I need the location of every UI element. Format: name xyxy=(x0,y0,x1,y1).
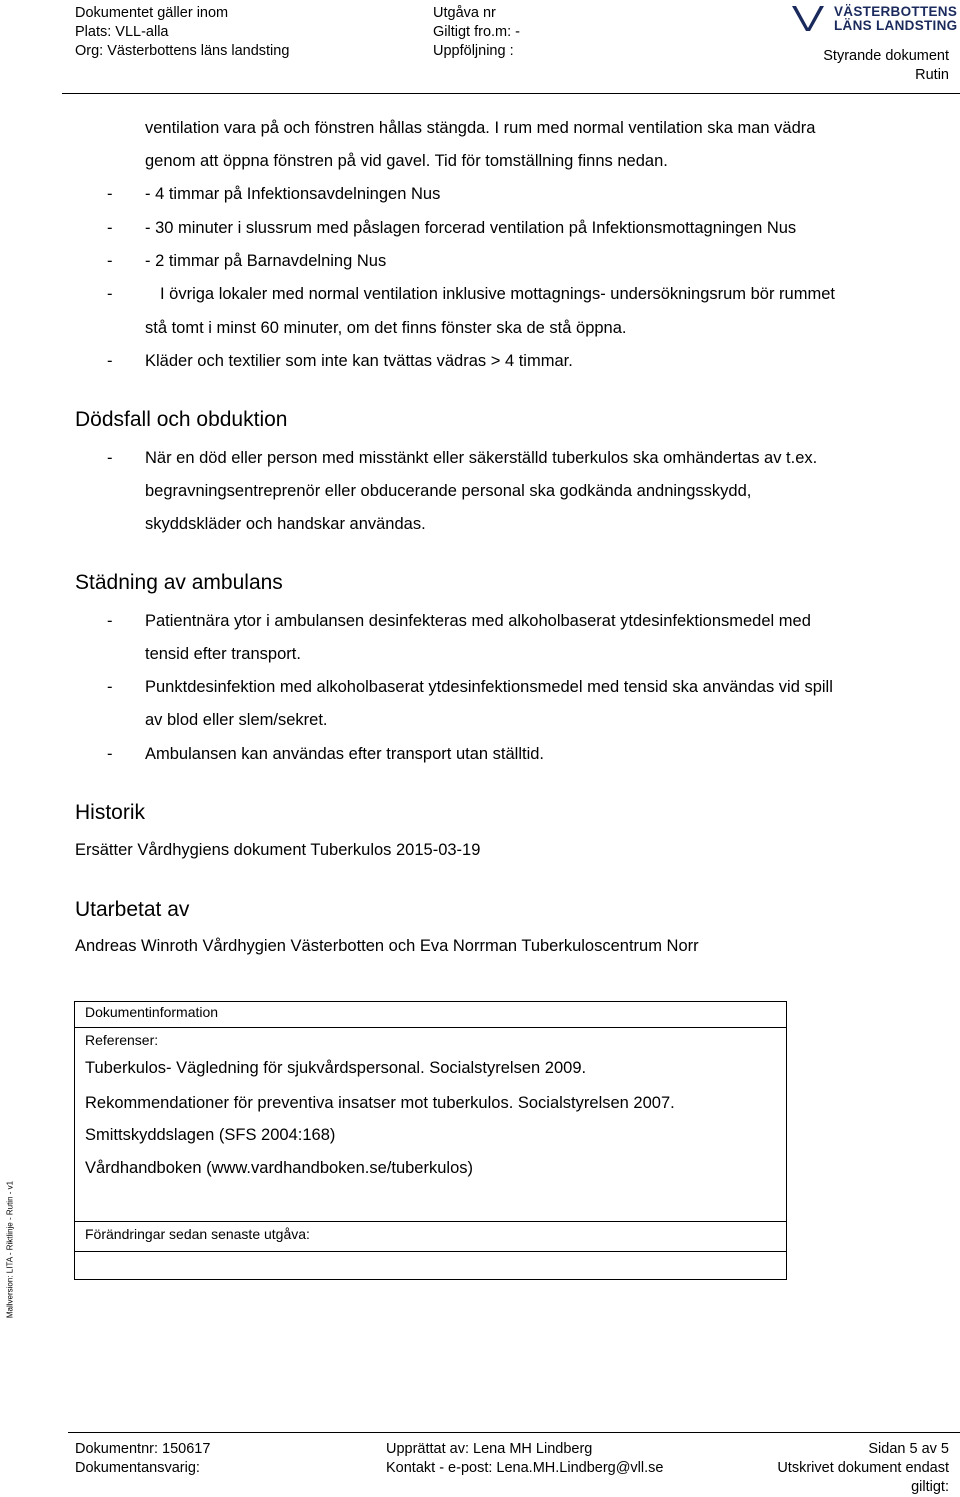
footer-responsible: Dokumentansvarig: xyxy=(75,1460,200,1476)
intro-line2: genom att öppna fönstren på vid gavel. Tid för tomställning finns nedan. xyxy=(145,152,668,170)
changes-label: Förändringar sedan senaste utgåva: xyxy=(85,1226,310,1242)
intro-line1: ventilation vara på och fönstren hållas stängda. I rum med normal ventilation ska man vädra xyxy=(145,119,816,137)
reference-item: Smittskyddslagen (SFS 2004:168) xyxy=(85,1126,336,1144)
history-text: Ersätter Vårdhygiens dokument Tuberkulos 2015-03-19 xyxy=(75,841,481,859)
list-dash: - xyxy=(107,285,113,303)
reference-item: Vårdhandboken (www.vardhandboken.se/tuberkulos) xyxy=(85,1159,473,1177)
list-item-continuation: begravningsentreprenör eller obducerande personal ska godkända andningsskydd, xyxy=(145,482,752,500)
section-heading-authors: Utarbetat av xyxy=(75,898,190,921)
docinfo-divider xyxy=(74,1221,786,1222)
list-dash: - xyxy=(107,449,113,467)
reference-item: Tuberkulos- Vägledning för sjukvårdspersonal. Socialstyrelsen 2009. xyxy=(85,1059,587,1077)
docinfo-divider xyxy=(74,1251,786,1252)
header-scope xyxy=(75,4,289,61)
logo-line1: VÄSTERBOTTENS xyxy=(834,4,958,19)
references-label: Referenser: xyxy=(85,1032,159,1048)
list-dash: - xyxy=(107,219,113,237)
doc-subtype: Rutin xyxy=(915,67,949,83)
header-scope-label: Dokumentet gäller inom xyxy=(75,5,229,21)
list-dash: - xyxy=(107,252,113,270)
header-edition-nr: Utgåva nr xyxy=(433,5,496,21)
list-item: I övriga lokaler med normal ventilation inklusive mottagnings- undersökningsrum bör rummet xyxy=(160,285,835,303)
footer-divider xyxy=(68,1432,960,1433)
section-heading-cleaning: Städning av ambulans xyxy=(75,571,283,594)
footer-doc-nr: Dokumentnr: 150617 xyxy=(75,1441,211,1457)
footer-printed: Utskrivet dokument endast xyxy=(777,1460,949,1476)
docinfo-title: Dokumentinformation xyxy=(85,1004,219,1020)
authors-text: Andreas Winroth Vårdhygien Västerbotten och Eva Norrman Tuberkuloscentrum Norr xyxy=(75,937,699,955)
list-item: Ambulansen kan användas efter transport utan ställtid. xyxy=(145,745,544,763)
list-item: - 2 timmar på Barnavdelning Nus xyxy=(145,252,387,270)
footer-middle xyxy=(386,1440,663,1478)
footer-page: Sidan 5 av 5 xyxy=(868,1441,949,1457)
footer-left xyxy=(75,1440,210,1478)
header-doctype xyxy=(823,47,949,85)
reference-item: Rekommendationer för preventiva insatser mot tuberkulos. Socialstyrelsen 2007. xyxy=(85,1094,675,1112)
list-item: När en död eller person med misstänkt eller säkerställd tuberkulos ska omhändertas av t.ex. xyxy=(145,449,818,467)
list-dash: - xyxy=(107,185,113,203)
footer-right xyxy=(777,1440,949,1497)
footer-contact: Kontakt - e-post: Lena.MH.Lindberg@vll.se xyxy=(386,1460,664,1476)
list-item-continuation: stå tomt i minst 60 minuter, om det finns fönster ska de stå öppna. xyxy=(145,319,627,337)
template-version: Mallversion: LITA - Riktlinje - Rutin - v1 xyxy=(5,1180,15,1319)
vll-logo xyxy=(792,4,958,34)
header-followup: Uppföljning : xyxy=(433,43,514,59)
list-dash: - xyxy=(107,352,113,370)
list-item-continuation: av blod eller slem/sekret. xyxy=(145,711,328,729)
section-heading-history: Historik xyxy=(75,801,146,824)
list-item: Patientnära ytor i ambulansen desinfekteras med alkoholbaserat ytdesinfektionsmedel med xyxy=(145,612,811,630)
list-item-continuation: skyddskläder och handskar användas. xyxy=(145,515,426,533)
doc-type: Styrande dokument xyxy=(823,48,949,64)
footer-printed-valid: giltigt: xyxy=(911,1479,949,1495)
logo-line2: LÄNS LANDSTING xyxy=(834,18,958,33)
header-valid-from: Giltigt fro.m: - xyxy=(433,24,521,40)
list-dash: - xyxy=(107,678,113,696)
header-edition xyxy=(433,4,520,61)
header-divider xyxy=(62,93,960,94)
header-org: Org: Västerbottens läns landsting xyxy=(75,43,290,59)
list-item-continuation: tensid efter transport. xyxy=(145,645,301,663)
list-dash: - xyxy=(107,745,113,763)
header-place: Plats: VLL-alla xyxy=(75,24,169,40)
list-item: Punktdesinfektion med alkoholbaserat ytdesinfektionsmedel med tensid ska användas vid spill xyxy=(145,678,833,696)
vll-logo-icon xyxy=(792,4,824,32)
list-item: Kläder och textilier som inte kan tvättas vädras > 4 timmar. xyxy=(145,352,573,370)
footer-created-by: Upprättat av: Lena MH Lindberg xyxy=(386,1441,593,1457)
section-heading-death: Dödsfall och obduktion xyxy=(75,408,288,431)
list-item: - 30 minuter i slussrum med påslagen forcerad ventilation på Infektionsmottagningen Nus xyxy=(145,219,797,237)
list-dash: - xyxy=(107,612,113,630)
list-item: - 4 timmar på Infektionsavdelningen Nus xyxy=(145,185,441,203)
docinfo-divider xyxy=(74,1027,786,1028)
